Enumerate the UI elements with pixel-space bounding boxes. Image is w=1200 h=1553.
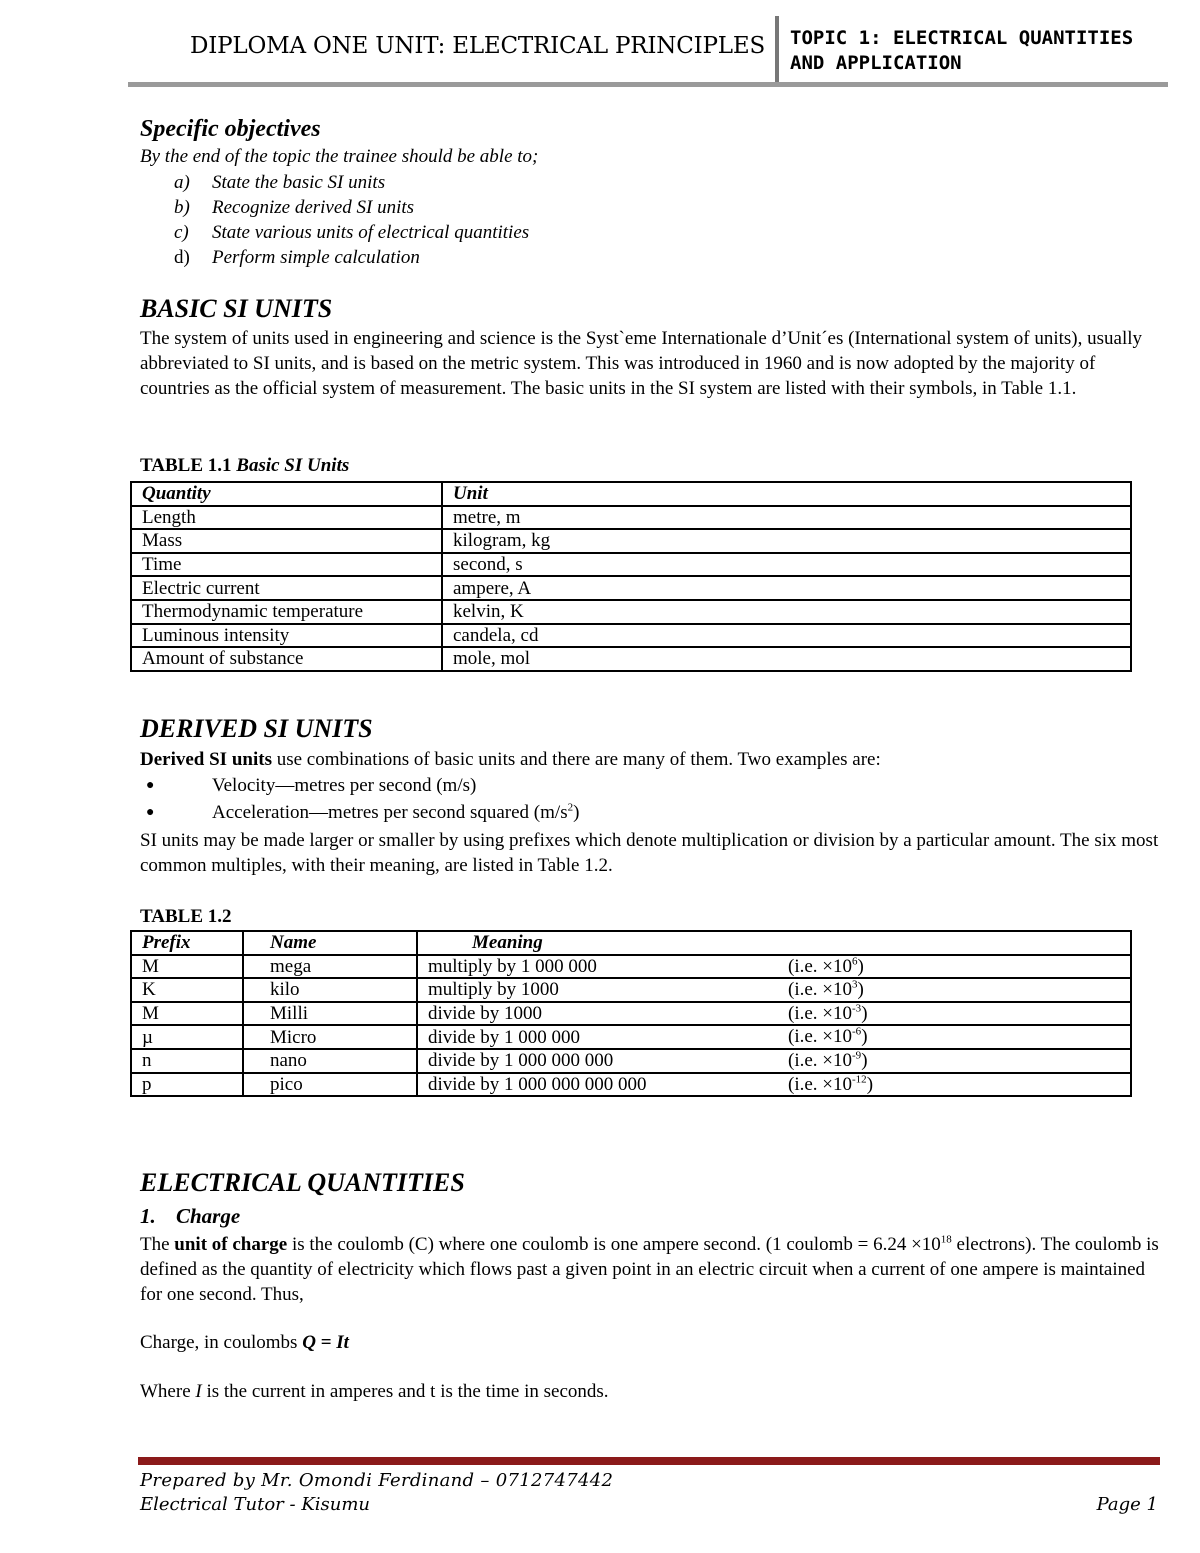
table1-caption: TABLE 1.1 Basic SI Units [140,455,350,476]
table2-caption: TABLE 1.2 [140,906,232,927]
column-header: Quantity [131,482,442,506]
header-divider [775,16,779,82]
objectives-list [174,170,529,270]
table-row: M Milli divide by 1000 (i.e. $\times 10^{-3}$) [131,1002,1131,1026]
footer-role: Electrical Tutor - Kisumu [140,1494,371,1515]
list-item: d) Perform simple calculation [174,247,420,268]
header-topic-line1: TOPIC 1: ELECTRICAL QUANTITIES [790,27,1134,49]
list-item: ● Velocity—metres per second (m/s) [146,772,579,799]
derived-si-paragraph: SI units may be made larger or smaller by using prefixes which denote multiplication or division by a particular amount. The six most common multiples, with their meaning, are listed in Table 1.2. [140,830,1159,876]
basic-si-table [130,481,1132,672]
table-header-row [131,931,1131,955]
header-topic [790,26,1160,76]
footer-author: Prepared by Mr. Omondi Ferdinand – 0712747442 [140,1470,614,1491]
electrical-quantities-heading: ELECTRICAL QUANTITIES [140,1168,465,1197]
basic-si-paragraph: The system of units used in engineering and science is the Syst`eme Internationale d’Unit´es (International system of units), usually abbreviated to SI units, and is based on the metric system. This was introduced in 1960 and is now adopted by the majority of countries as the official system of measurement. The basic units in the SI system are listed with their symbols, in Table 1.1. [140,328,1142,399]
charge-subheading: 1. Charge [140,1204,241,1228]
table-row: n nano divide by 1 000 000 000 (i.e. $\times 10^{-9}$) [131,1049,1131,1073]
header-rule [128,82,1168,87]
column-header: Name [243,931,417,955]
table-row: Mass kilogram, kg [131,529,1131,553]
table-row: p pico divide by 1 000 000 000 000 (i.e. $\times 10^{-12}$) [131,1073,1131,1097]
objectives-intro: By the end of the topic the trainee should be able to; [140,146,539,167]
table-row: µ Micro divide by 1 000 000 (i.e. $\times 10^{-6}$) [131,1025,1131,1049]
table-row: K kilo multiply by 1000 (i.e. $\times 10^3$) [131,978,1131,1002]
table-row: Amount of substance mole, mol [131,647,1131,671]
header-topic-line2: AND APPLICATION [790,52,962,74]
derived-si-bullets [146,772,579,826]
list-item: ● Acceleration—metres per second squared $(m/s^2)$ [146,799,579,826]
derived-si-heading: DERIVED SI UNITS [140,714,373,743]
footer-rule [138,1457,1160,1465]
table-header-row [131,482,1131,506]
charge-where: Where I is the current in amperes and t is the time in seconds. [140,1381,609,1402]
table-row: Thermodynamic temperature kelvin, K [131,600,1131,624]
header-title: DIPLOMA ONE UNIT: ELECTRICAL PRINCIPLES [189,33,765,59]
table-row: Length metre, m [131,506,1131,530]
list-item: c) State various units of electrical quantities [174,222,530,243]
page-number: Page 1 [1096,1494,1158,1515]
table-row: Electric current ampere, A [131,576,1131,600]
basic-si-heading: BASIC SI UNITS [140,294,333,323]
table-row: Time second, s [131,553,1131,577]
list-item: a) State the basic SI units [174,172,386,193]
table-row: M mega multiply by 1 000 000 (i.e. $\times 10^6$) [131,955,1131,979]
column-header: Meaning [417,931,1131,955]
objectives-heading: Specific objectives [140,116,321,142]
column-header: Unit [442,482,1131,506]
list-item: b) Recognize derived SI units [174,197,415,218]
bullet-icon: ● [146,805,155,820]
derived-si-intro: Derived SI units use combinations of basic units and there are many of them. Two examples are: [140,749,881,770]
charge-paragraph: The unit of charge is the coulomb (C) where one coulomb is one ampere second. (1 coulomb = $6.24 \times 10^{18}$ electrons). The coulomb is defined as the quantity of electricity which flows past a given point in an electric circuit when a current of one ampere is maintained for one second. Thus, [140,1233,1159,1305]
prefix-table [130,930,1132,1097]
column-header: Prefix [131,931,243,955]
bullet-icon: ● [146,778,155,793]
charge-formula: Charge, in coulombs Q = It [140,1332,349,1353]
table-row: Luminous intensity candela, cd [131,624,1131,648]
